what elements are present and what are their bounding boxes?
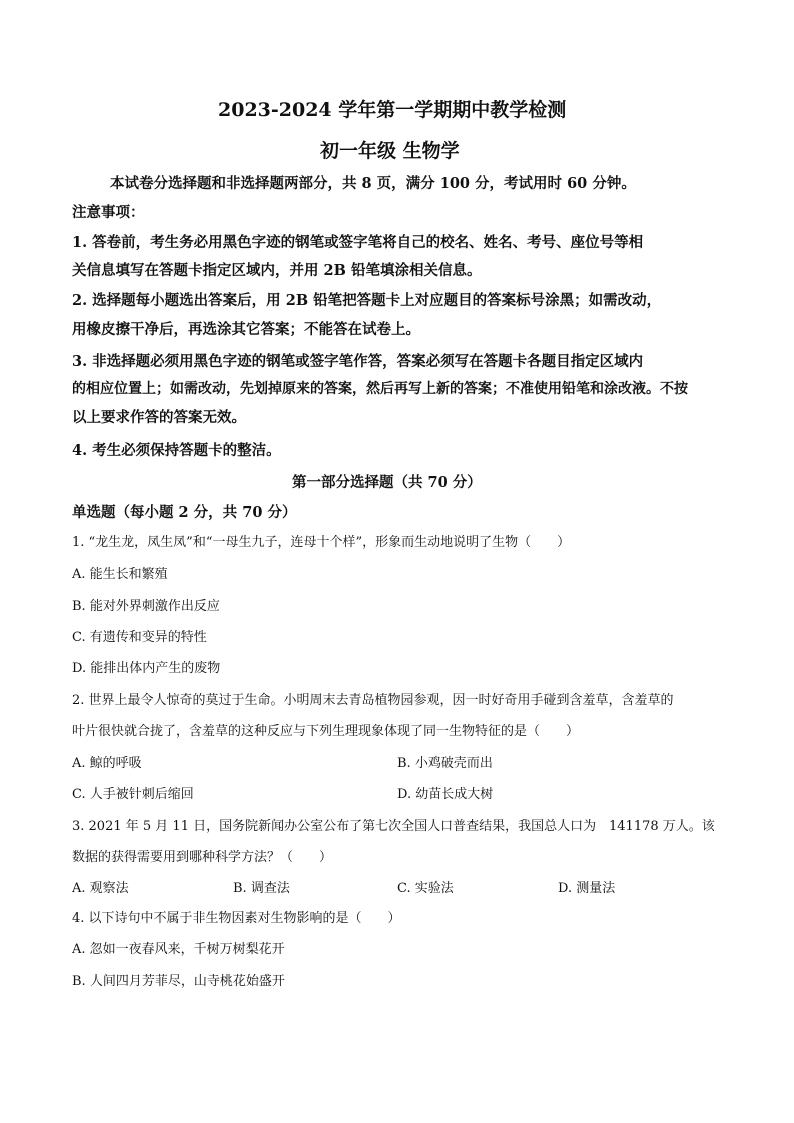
q3-stem-line-1: 3. 2021 年 5 月 11 日，国务院新闻办公室公布了第七次全国人口普查结果，我国总人口为 (72, 819, 597, 834)
notice-line-2: 关信息填写在答题卡指定区域内，并用 2B 铅笔填涂相关信息。 (72, 262, 482, 279)
q1-option-a: A. 能生长和繁殖 (72, 567, 168, 582)
q2-stem-line-2: 叶片很快就合拢了，含羞草的这种反应与下列生理现象体现了同一生物特征的是（ ） (72, 724, 580, 739)
q3-option-d: D. 测量法 (558, 881, 616, 896)
q1-stem: 1. “龙生龙，凤生凤”和“一母生九子，连母十个样”，形象而生动地说明了生物（ ） (72, 535, 571, 550)
q3-stem-number: 141178 万人。该 (609, 819, 715, 834)
q4-option-b: B. 人间四月芳菲尽，山寺桃花始盛开 (72, 974, 285, 989)
notice-line-3: 2. 选择题每小题选出答案后，用 2B 铅笔把答题卡上对应题目的答案标号涂黑；如需改动， (72, 292, 662, 309)
q3-stem-line-2: 数据的获得需要用到哪种科学方法？（ ） (72, 850, 333, 865)
q3-option-b: B. 调查法 (233, 881, 290, 896)
q2-stem-line-1: 2. 世界上最令人惊奇的莫过于生命。小明周末去青岛植物园参观，因一时好奇用手碰到含羞草，含羞草的 (72, 693, 674, 708)
q4-option-a: A. 忽如一夜春风来，千树万树梨花开 (72, 942, 285, 957)
q3-option-a: A. 观察法 (72, 881, 129, 896)
exam-title: 2023-2024 学年第一学期期中教学检测 (218, 99, 567, 121)
notice-heading: 注意事项： (72, 204, 145, 221)
exam-subtitle: 初一年级 生物学 (320, 140, 460, 162)
exam-intro: 本试卷分选择题和非选择题两部分，共 8 页，满分 100 分，考试用时 60 分钟。 (110, 175, 636, 192)
part1-heading: 第一部分选择题（共 70 分） (292, 474, 482, 491)
notice-line-5: 3. 非选择题必须用黑色字迹的钢笔或签字笔作答，答案必须写在答题卡各题目指定区域内 (72, 353, 644, 370)
notice-line-4: 用橡皮擦干净后，再选涂其它答案；不能答在试卷上。 (72, 321, 420, 338)
q2-option-a: A. 鲸的呼吸 (72, 756, 142, 771)
q4-stem: 4. 以下诗句中不属于非生物因素对生物影响的是（ ） (72, 911, 401, 926)
notice-line-6: 的相应位置上；如需改动，先划掉原来的答案，然后再写上新的答案；不准使用铅笔和涂改液。不按 (72, 381, 688, 397)
q2-option-b: B. 小鸡破壳而出 (397, 756, 493, 771)
q1-option-d: D. 能排出体内产生的废物 (72, 661, 221, 676)
section-heading: 单选题（每小题 2 分，共 70 分） (72, 504, 297, 521)
notice-line-7: 以上要求作答的答案无效。 (72, 409, 246, 426)
q2-option-c: C. 人手被针刺后缩回 (72, 787, 194, 802)
q1-option-c: C. 有遗传和变异的特性 (72, 630, 207, 645)
q1-option-b: B. 能对外界刺激作出反应 (72, 599, 220, 614)
q3-option-c: C. 实验法 (397, 881, 454, 896)
notice-line-1: 1. 答卷前，考生务必用黑色字迹的钢笔或签字笔将自己的校名、姓名、考号、座位号等相 (72, 234, 644, 251)
q2-option-d: D. 幼苗长成大树 (397, 787, 494, 802)
notice-line-8: 4. 考生必须保持答题卡的整洁。 (72, 442, 281, 459)
